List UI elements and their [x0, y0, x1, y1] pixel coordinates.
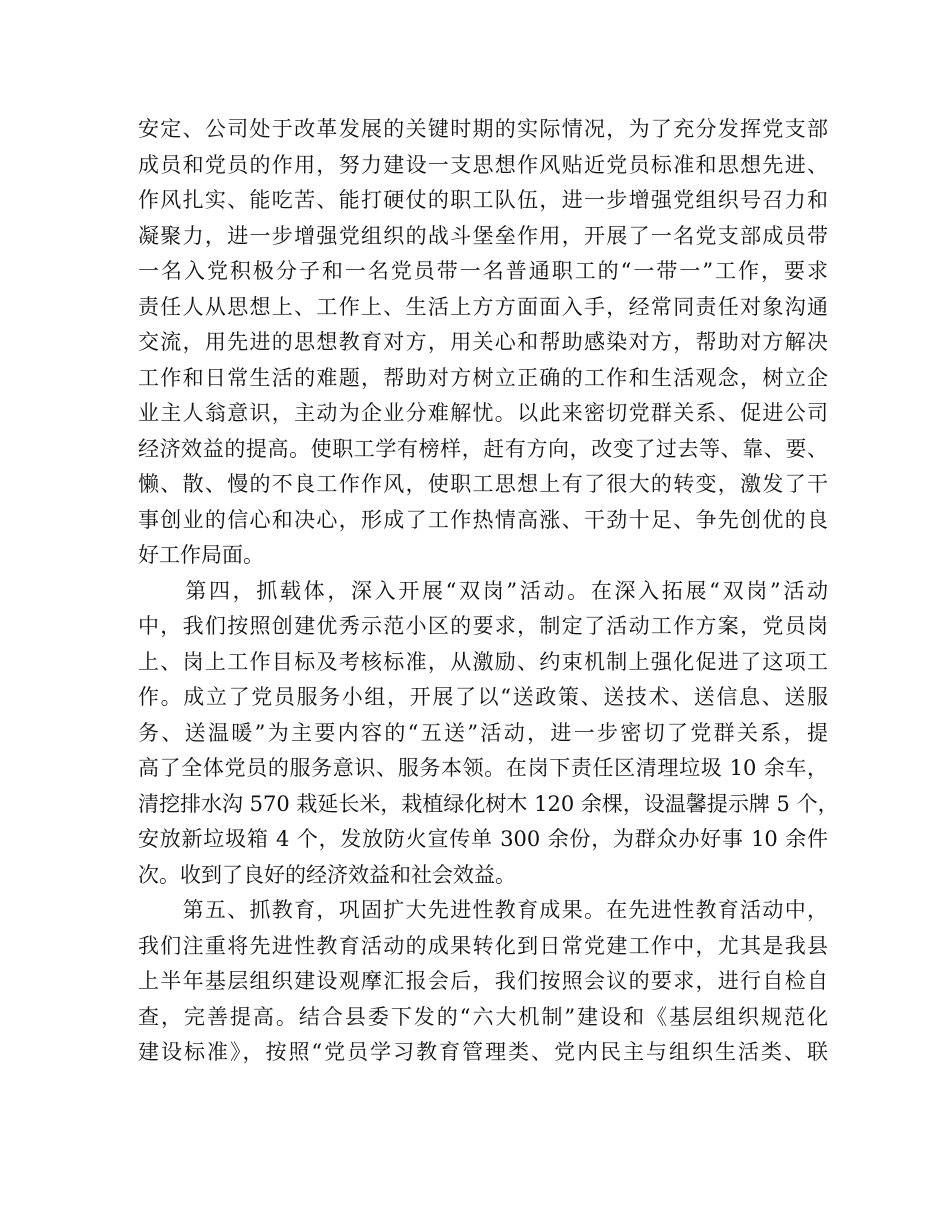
text-line: 上、岗上工作目标及考核标准，从激励、约束机制上强化促进了这项工: [138, 649, 828, 674]
text-line: 安定、公司处于改革发展的关键时期的实际情况，为了充分发挥党支部: [138, 117, 828, 141]
text-line: 懒、散、慢的不良工作作风，使职工思想上有了很大的转变，激发了干: [138, 472, 828, 496]
text-line: 经济效益的提高。使职工学有榜样，赶有方向，改变了过去等、靠、要、: [138, 436, 828, 461]
text-line: 查，完善提高。结合县委下发的“六大机制”建设和《基层组织规范化: [138, 1004, 828, 1029]
text-line: 交流，用先进的思想教育对方，用关心和帮助感染对方，帮助对方解决: [138, 330, 828, 354]
paragraph-end-line: 好工作局面。: [138, 543, 264, 567]
paragraph-end-line: 次。收到了良好的经济效益和社会效益。: [138, 862, 516, 887]
text-line: 建设标准》，按照“党员学习教育管理类、党内民主与组织生活类、联: [138, 1040, 828, 1064]
text-line: 中，我们按照创建优秀示范小区的要求，制定了活动工作方案，党员岗: [138, 614, 828, 638]
text-line: 作。成立了党员服务小组，开展了以“送政策、送技术、送信息、送服: [138, 685, 828, 709]
text-line: 责任人从思想上、工作上、生活上方方面面入手，经常同责任对象沟通: [138, 294, 828, 319]
text-line: 安放新垃圾箱 4 个，发放防火宣传单 300 余份，为群众办好事 10 余件: [138, 827, 828, 851]
text-line: 我们注重将先进性教育活动的成果转化到日常党建工作中，尤其是我县: [138, 933, 828, 958]
document-body: [138, 112, 839, 1071]
text-line: 上半年基层组织建设观摩汇报会后，我们按照会议的要求，进行自检自: [138, 969, 828, 993]
text-line: 一名入党积极分子和一名党员带一名普通职工的“一带一”工作，要求: [138, 259, 828, 283]
text-line: 作风扎实、能吃苦、能打硬仗的职工队伍，进一步增强党组织号召力和: [138, 188, 828, 212]
text-line: 工作和日常生活的难题，帮助对方树立正确的工作和生活观念，树立企: [138, 365, 828, 390]
text-line: 事创业的信心和决心，形成了工作热情高涨、干劲十足、争先创优的良: [138, 507, 828, 532]
text-line: 凝聚力，进一步增强党组织的战斗堡垒作用，开展了一名党支部成员带: [138, 223, 828, 248]
paragraph-start-line: 第五、抓教育，巩固扩大先进性教育成果。在先进性教育活动中，: [138, 898, 828, 922]
text-line: 务、送温暖”为主要内容的“五送”活动，进一步密切了党群关系，提: [138, 720, 828, 745]
paragraph-start-line: 第四，抓载体，深入开展“双岗”活动。在深入拓展“双岗”活动: [138, 578, 828, 603]
text-line: 高了全体党员的服务意识、服务本领。在岗下责任区清理垃圾 10 余车，: [138, 756, 828, 780]
text-line: 业主人翁意识，主动为企业分难解忧。以此来密切党群关系、促进公司: [138, 401, 828, 425]
text-line: 清挖排水沟 570 栽延长米，栽植绿化树木 120 余棵，设温馨提示牌 5 个，: [138, 791, 839, 816]
text-line: 成员和党员的作用，努力建设一支思想作风贴近党员标准和思想先进、: [138, 152, 828, 177]
